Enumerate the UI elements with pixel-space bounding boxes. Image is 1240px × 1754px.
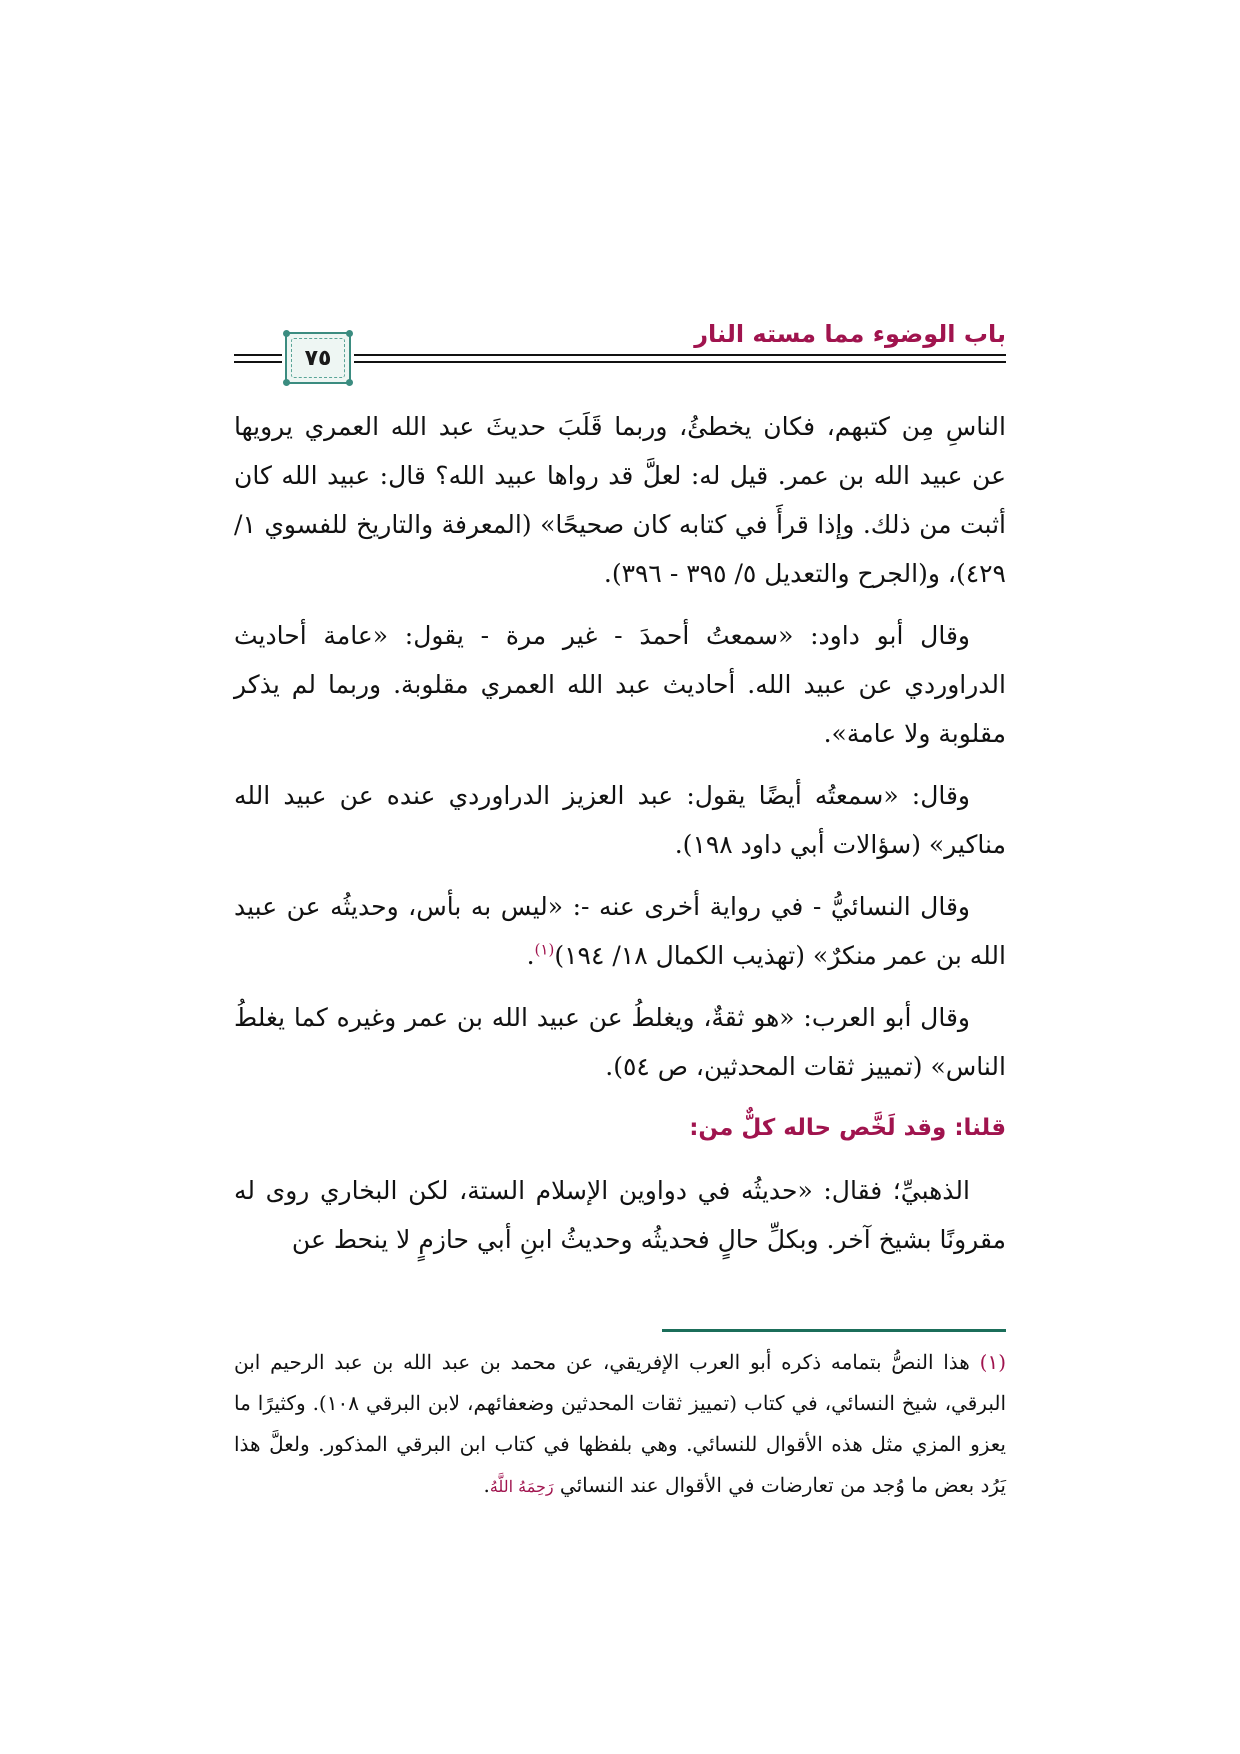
- ornament-dot-icon: [283, 379, 290, 386]
- heading-text: وقد لَخَّص حاله كلٌّ من:: [689, 1115, 947, 1141]
- footnote-reference[interactable]: (١): [534, 940, 555, 959]
- ornament-dot-icon: [346, 379, 353, 386]
- header-rule: [354, 354, 1006, 356]
- paragraph: وقال: «سمعتُه أيضًا يقول: عبد العزيز الدراوردي عنده عن عبيد الله مناكير» (سؤالات أبي داود ١٩٨).: [234, 781, 1006, 859]
- page-number: ٧٥: [304, 345, 332, 371]
- honorific-glyph: رَحِمَهُ اللَّهُ: [489, 1477, 554, 1496]
- footnote-text: هذا النصُّ بتمامه ذكره أبو العرب الإفريقي، عن محمد بن عبد الله بن عبد الرحيم ابن البرقي، شيخ النسائي، في كتاب (تمييز ثقات المحدثين وضعفائهم، لابن البرقي ١٠٨). وكثيرًا ما يعزو المزي مثل هذه الأقوال للنسائي. وهي بلفظها في كتاب ابن البرقي المذكور. ولعلَّ هذا يَرُد بعض ما وُجد من تعارضات في الأقوال عند النسائي: [234, 1350, 1006, 1497]
- footnote: [234, 1342, 1006, 1507]
- header-rule: [234, 361, 282, 363]
- footnote-separator: [662, 1329, 1006, 1332]
- paragraph: [234, 882, 1006, 980]
- header-rule: [234, 354, 282, 356]
- main-text: [234, 402, 1006, 1277]
- heading-lead: قلنا:: [954, 1115, 1006, 1141]
- paragraph: وقال أبو داود: «سمعتُ أحمدَ - غير مرة - يقول: «عامة أحاديث الدراوردي عن عبيد الله. أحاديث عبد الله العمري مقلوبة. وربما لم يذكر مقلوبة ولا عامة».: [234, 621, 1006, 748]
- page-header: [234, 312, 1006, 382]
- paragraph-text: وقال النسائيُّ - في رواية أخرى عنه -: «ليس به بأس، وحديثُه عن عبيد الله بن عمر منكرٌ» (تهذيب الكمال ١٨/ ١٩٤): [234, 892, 1006, 970]
- footnotes: [234, 1342, 1006, 1507]
- paragraph: وقال أبو العرب: «هو ثقةٌ، ويغلطُ عن عبيد الله بن عمر وغيره كما يغلطُ الناس» (تمييز ثقات المحدثين، ص ٥٤).: [234, 1003, 1006, 1081]
- paragraph: الذهبيِّ؛ فقال: «حديثُه في دواوين الإسلام الستة، لكن البخاري روى له مقرونًا بشيخ آخر. وبكلِّ حالٍ فحديثُه وحديثُ ابنِ أبي حازمٍ لا ينحط عن: [234, 1176, 1006, 1254]
- section-heading: [234, 1104, 1006, 1153]
- header-rule: [354, 361, 1006, 363]
- paragraph: الناسِ مِن كتبهم، فكان يخطئُ، وربما قَلَبَ حديثَ عبد الله العمري يرويها عن عبيد الله بن عمر. قيل له: لعلَّ قد رواها عبيد الله؟ قال: عبيد الله كان أثبت من ذلك. وإذا قرأَ في كتابه كان صحيحًا» (المعرفة والتاريخ للفسوي ١/ ٤٢٩)، و(الجرح والتعديل ٥/ ٣٩٥ - ٣٩٦).: [234, 412, 1006, 588]
- ornament-dot-icon: [346, 330, 353, 337]
- footnote-number: (١): [979, 1350, 1006, 1374]
- ornament-dot-icon: [283, 330, 290, 337]
- chapter-title: باب الوضوء مما مسته النار: [694, 320, 1006, 348]
- page-number-frame: [285, 332, 351, 384]
- footnote-end: .: [483, 1473, 490, 1497]
- sentence-end: .: [526, 941, 535, 970]
